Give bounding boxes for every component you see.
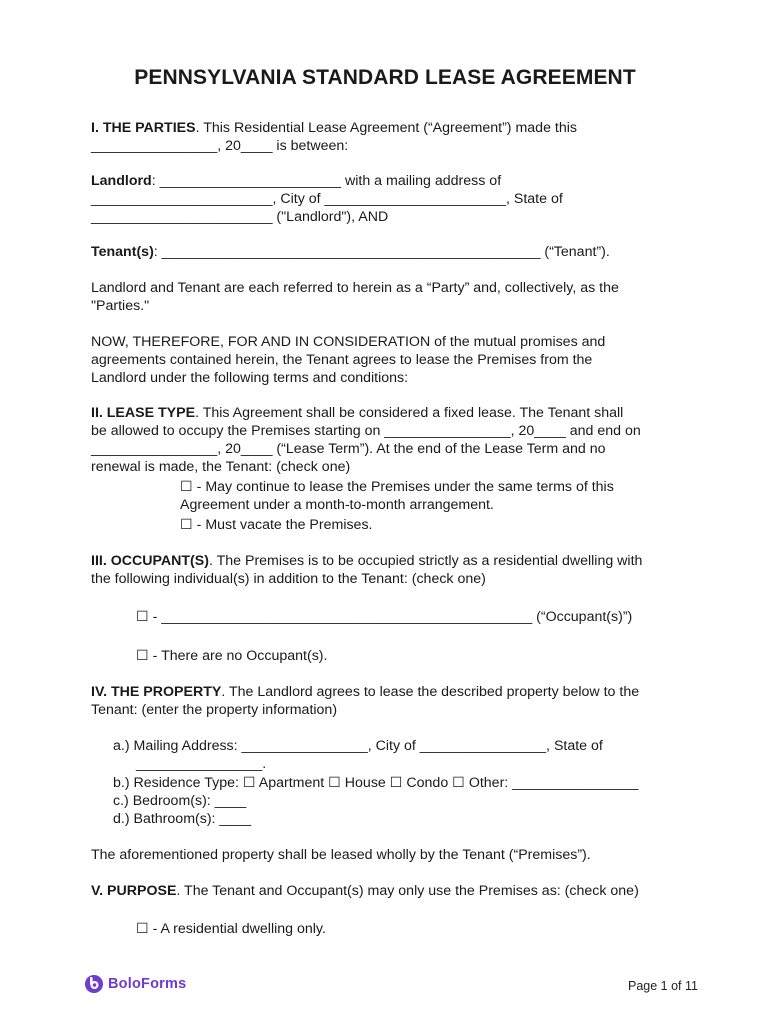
parties-line-1: I. THE PARTIES. This Residential Lease Agreement (“Agreement”) made this: [91, 120, 577, 136]
consideration-line-1: NOW, THEREFORE, FOR AND IN CONSIDERATION of the mutual promises and: [91, 334, 606, 350]
property-residence-type[interactable]: b.) Residence Type: ☐ Apartment ☐ House ☐ Condo ☐ Other: ________________: [113, 775, 639, 791]
property-line-2: Tenant: (enter the property information): [91, 702, 338, 718]
property-bedrooms: c.) Bedroom(s): ____: [113, 793, 247, 809]
landlord-line-1: Landlord: _______________________ with a mailing address of: [91, 173, 502, 189]
landlord-line-2: _______________________, City of _______________________, State of: [91, 191, 563, 207]
landlord-line-3: _______________________ ("Landlord"), AND: [91, 209, 389, 225]
property-mailing-address-cont: ________________.: [136, 756, 267, 772]
occupants-option-named[interactable]: ☐ - _______________________________________________ (“Occupant(s)”): [136, 609, 633, 625]
lease-type-line-4: renewal is made, the Tenant: (check one): [91, 459, 351, 475]
boloforms-logo: [84, 973, 186, 995]
page-number: Page 1 of 11: [628, 979, 698, 993]
property-line-1: IV. THE PROPERTY. The Landlord agrees to lease the described property below to the: [91, 684, 640, 700]
purpose-option-residential[interactable]: ☐ - A residential dwelling only.: [136, 921, 326, 937]
property-bathrooms: d.) Bathroom(s): ____: [113, 811, 251, 827]
document-title: PENNSYLVANIA STANDARD LEASE AGREEMENT: [134, 66, 636, 89]
parties-line-2: ________________, 20____ is between:: [91, 138, 349, 154]
lease-option-vacate[interactable]: ☐ - Must vacate the Premises.: [180, 517, 373, 533]
property-premises-statement: The aforementioned property shall be leased wholly by the Tenant (“Premises”).: [91, 847, 591, 863]
lease-type-line-2: be allowed to occupy the Premises starting on ________________, 20____ and end on: [91, 423, 641, 439]
consideration-line-2: agreements contained herein, the Tenant agrees to lease the Premises from the: [91, 352, 593, 368]
occupants-heading: III. OCCUPANT(S): [91, 553, 209, 569]
boloforms-logo-icon: [84, 974, 104, 994]
property-mailing-address: a.) Mailing Address: ________________, City of ________________, State of: [113, 738, 603, 754]
party-def-line-1: Landlord and Tenant are each referred to herein as a “Party” and, collectively, as the: [91, 280, 619, 296]
landlord-label: Landlord: [91, 173, 152, 189]
occupants-line-1: III. OCCUPANT(S). The Premises is to be occupied strictly as a residential dwelling with: [91, 553, 643, 569]
purpose-line-1: V. PURPOSE. The Tenant and Occupant(s) may only use the Premises as: (check one): [91, 883, 639, 899]
party-def-line-2: "Parties.": [91, 298, 150, 314]
occupants-option-none[interactable]: ☐ - There are no Occupant(s).: [136, 648, 328, 664]
lease-option-month-to-month[interactable]: ☐ - May continue to lease the Premises under the same terms of this: [180, 479, 614, 495]
lease-type-line-3: ________________, 20____ (“Lease Term”). At the end of the Lease Term and no: [91, 441, 606, 457]
lease-option-month-to-month-cont: Agreement under a month-to-month arrangement.: [180, 497, 494, 513]
tenant-line: Tenant(s): ________________________________________________ (“Tenant”).: [91, 244, 610, 260]
lease-type-line-1: II. LEASE TYPE. This Agreement shall be considered a fixed lease. The Tenant shall: [91, 405, 624, 421]
boloforms-brand-text: BoloForms: [108, 976, 187, 992]
lease-type-heading: II. LEASE TYPE: [91, 405, 196, 421]
consideration-line-3: Landlord under the following terms and conditions:: [91, 370, 409, 386]
parties-heading: I. THE PARTIES: [91, 120, 196, 136]
occupants-line-2: the following individual(s) in addition to the Tenant: (check one): [91, 571, 486, 587]
purpose-heading: V. PURPOSE: [91, 883, 177, 899]
property-heading: IV. THE PROPERTY: [91, 684, 222, 700]
tenant-label: Tenant(s): [91, 244, 154, 260]
